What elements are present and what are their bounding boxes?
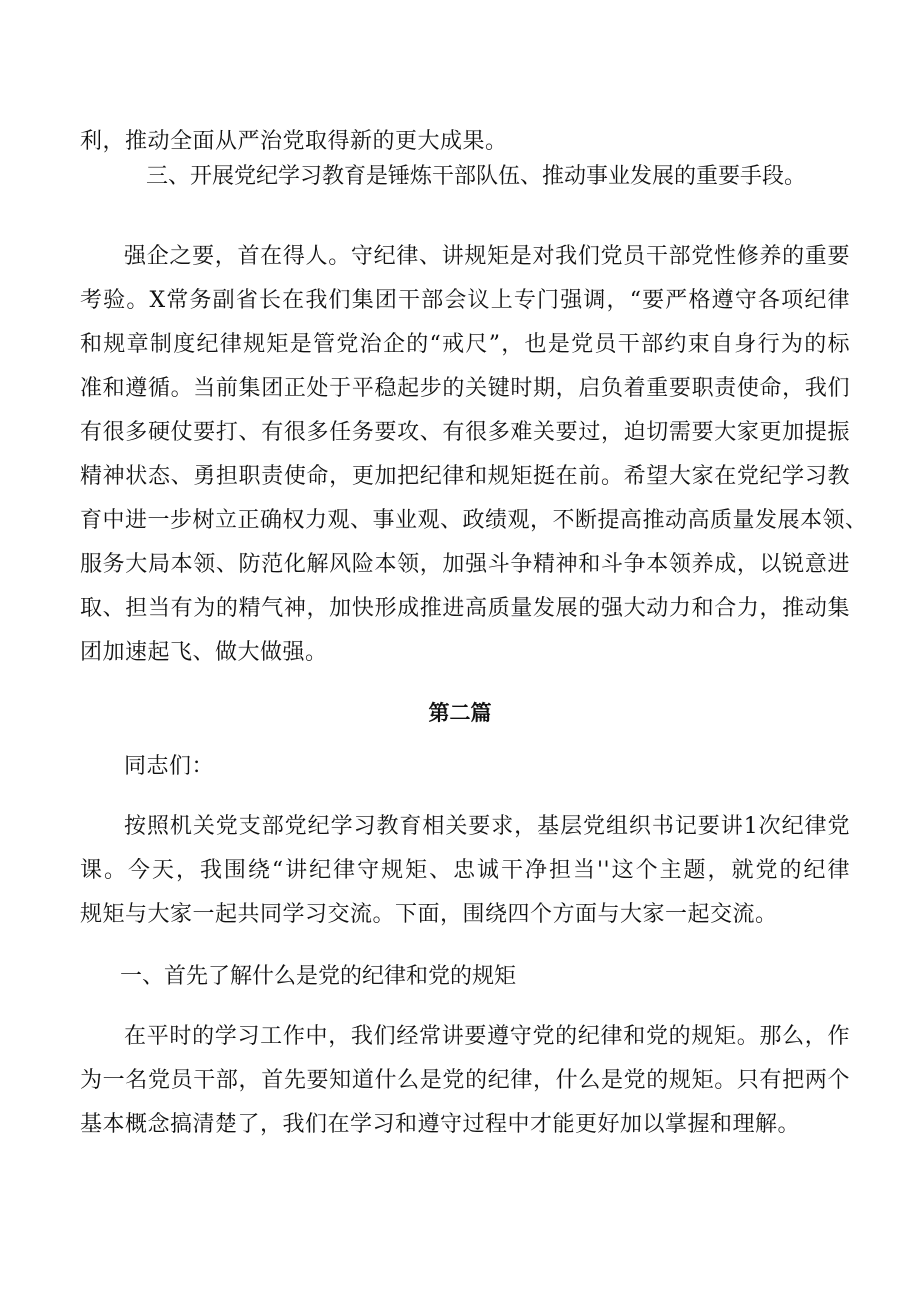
paragraph-line: 规矩与大家一起共同学习交流。下面，围绕四个方面与大家一起交流。: [80, 902, 778, 927]
paragraph-line: 服务大局本领、防范化解风险本领，加强斗争精神和斗争本领养成，以锐意进: [80, 552, 850, 577]
salutation: 同志们：: [124, 754, 215, 779]
paragraph-line: 为一名党员干部，首先要知道什么是党的纪律，什么是党的规矩。只有把两个: [80, 1068, 850, 1093]
paragraph-line: 在平时的学习工作中，我们经常讲要遵守党的纪律和党的规矩。那么，作: [124, 1024, 850, 1049]
paragraph-line: 和规章制度纪律规矩是管党治企的“戒尺”，也是党员干部约束自身行为的标: [80, 332, 850, 357]
paragraph-line: 育中进一步树立正确权力观、事业观、政绩观，不断提高推动高质量发展本领、: [80, 508, 868, 533]
paragraph-line: 有很多硬仗要打、有很多任务要攻、有很多难关要过，迫切需要大家更加提振: [80, 420, 850, 445]
part-title: 第二篇: [428, 700, 492, 725]
paragraph-line: 取、担当有为的精气神，加快形成推进高质量发展的强大动力和合力，推动集: [80, 596, 850, 621]
paragraph-line: 考验。X常务副省长在我们集团干部会议上专门强调，“要严格遵守各项纪律: [80, 288, 850, 313]
paragraph-line: 基本概念搞清楚了，我们在学习和遵守过程中才能更好加以掌握和理解。: [80, 1112, 801, 1137]
section-heading-1: 一、首先了解什么是党的纪律和党的规矩: [120, 964, 517, 989]
section-heading-3: 三、开展党纪学习教育是锤炼干部队伍、推动事业发展的重要手段。: [146, 164, 807, 189]
paragraph-line: 团加速起飞、做大做强。: [80, 640, 328, 665]
paragraph-line: 按照机关党支部党纪学习教育相关要求，基层党组织书记要讲1次纪律党: [124, 814, 850, 839]
paragraph-line: 强企之要，首在得人。守纪律、讲规矩是对我们党员干部党性修养的重要: [124, 244, 850, 269]
paragraph-line: 利，推动全面从严治党取得新的更大成果。: [80, 129, 508, 154]
paragraph-line: 准和遵循。当前集团正处于平稳起步的关键时期，启负着重要职责使命，我们: [80, 376, 850, 401]
paragraph-line: 课。今天，我围绕“讲纪律守规矩、忠诚干净担当''这个主题，就党的纪律: [80, 858, 850, 883]
paragraph-line: 精神状态、勇担职责使命，更加把纪律和规矩挺在前。希望大家在党纪学习教: [80, 464, 850, 489]
